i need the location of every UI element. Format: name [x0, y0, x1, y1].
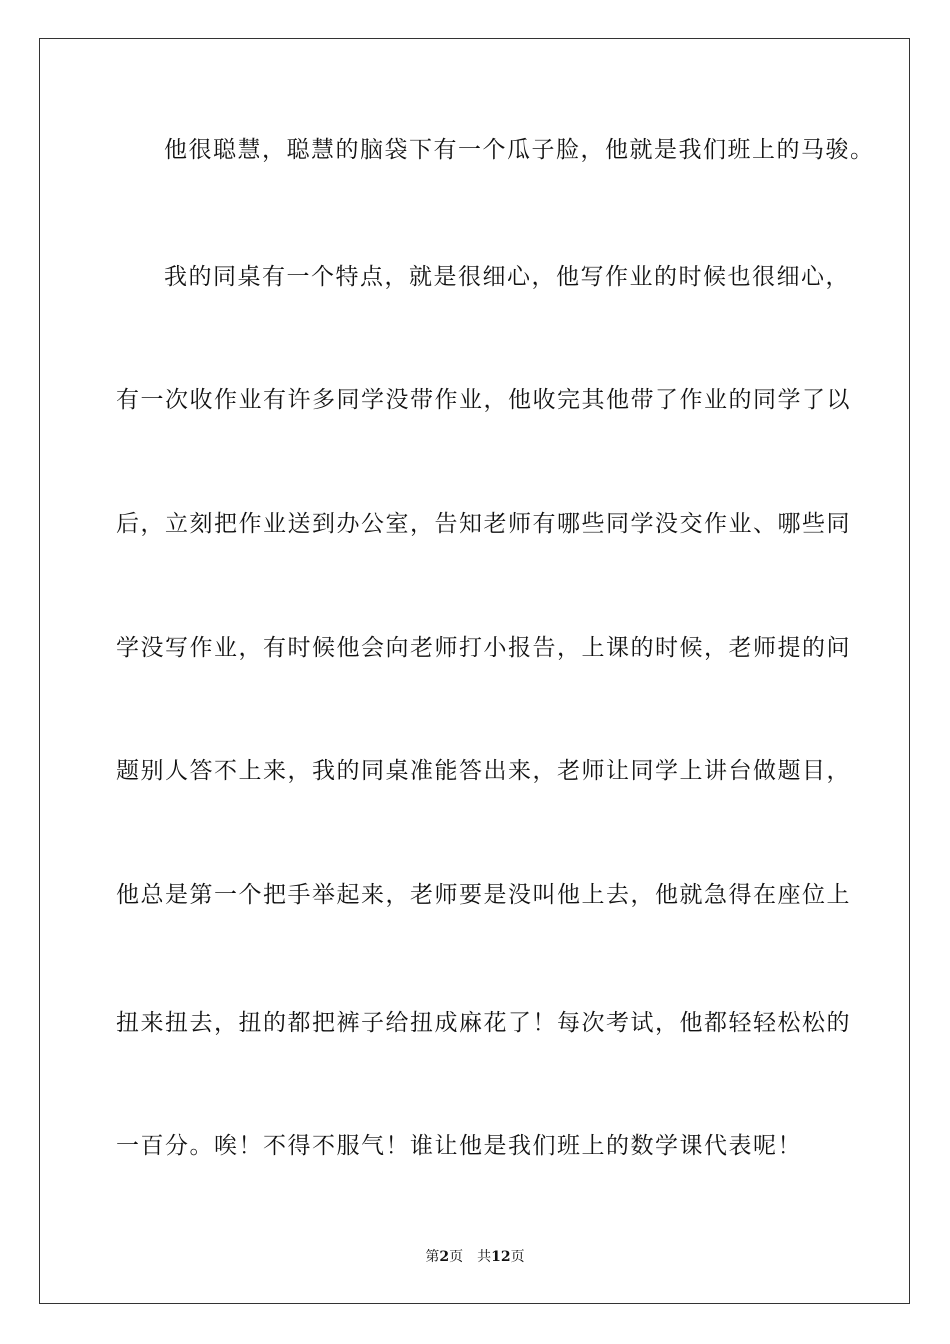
paragraph-2-line-4: 学没写作业，有时候他会向老师打小报告，上课的时候，老师提的问: [116, 635, 851, 661]
total-pages: 12: [491, 1249, 511, 1265]
paragraph-2-line-6: 他总是第一个把手举起来，老师要是没叫他上去，他就急得在座位上: [116, 882, 851, 908]
paragraph-2-line-1: 我的同桌有一个特点，就是很细心，他写作业的时候也很细心，: [164, 264, 850, 290]
paragraph-1-line-1: 他很聪慧，聪慧的脑袋下有一个瓜子脸，他就是我们班上的马骏。: [164, 137, 875, 163]
page-number: 2: [439, 1249, 450, 1265]
page-suffix: 页: [449, 1249, 464, 1265]
page-prefix: 第: [425, 1249, 440, 1265]
page-border: [39, 38, 910, 1304]
paragraph-2-line-5: 题别人答不上来，我的同桌准能答出来，老师让同学上讲台做题目，: [116, 758, 851, 784]
paragraph-2-line-2: 有一次收作业有许多同学没带作业，他收完其他带了作业的同学了以: [116, 387, 851, 413]
page-footer: [0, 1247, 950, 1267]
paragraph-2-line-7: 扭来扭去，扭的都把裤子给扭成麻花了！每次考试，他都轻轻松松的: [116, 1010, 851, 1036]
paragraph-2-line-8: 一百分。唉！不得不服气！谁让他是我们班上的数学课代表呢！: [116, 1133, 802, 1159]
paragraph-2-line-3: 后，立刻把作业送到办公室，告知老师有哪些同学没交作业、哪些同: [116, 511, 851, 537]
total-prefix: 共: [477, 1249, 492, 1265]
total-suffix: 页: [510, 1249, 525, 1265]
